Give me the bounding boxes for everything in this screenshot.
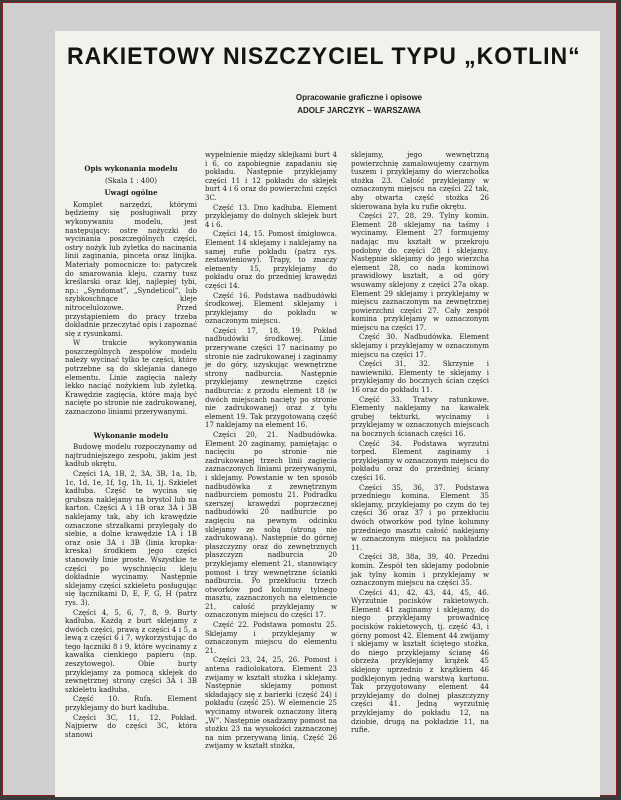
paragraph: Części 27, 28, 29. Tylny komin. Element 28 sklejamy na taśmy i wycinamy. Element 27 formujemy nadając mu kształt w przekroju podobny do części 28 i sklejamy. Następnie sklejamy do jego wierzcha element 28, co nada kominowi prawidłowy kształt, a od góry wsuwamy sklejony z części 27a okap. Element 29 sklejamy i przyklejamy w miejscu zaznaczonym na zewnętrznej powierzchni części 27. Cały zespół komina przyklejamy w oznaczonym miejscu na części 17. xyxy=(351,212,489,332)
paragraph: Części 38, 38a, 39, 40. Przedni komin. Zespół ten sklejamy podobnie jak tylny komin i przyklejamy w oznaczonym miejscu na części 35. xyxy=(351,553,489,588)
paragraph: Części 1A, 1B, 2, 3A, 3B, 1a, 1b, 1c, 1d, 1e, 1f, 1g, 1h, 1i, 1j. Szkielet kadłuba. Część te wycina się grubsza naklejamy na brystol lub na karton. Części A i 1B oraz 3A i 3B naklejamy tak, aby ich krawędzie oznaczone strzałkami przylegały do siebie, a dolne krawędzie 1A i 1B oraz osie 3A i 3B (linia kropka-kreska) środkiem jego części stanowiły linie proste. Wszystkie te części po wyschnięciu kleju dokładnie wycinamy. Następnie sklejamy części szkieletu posługując się łącznikami D, E, F, G, H (patrz rys. 3). xyxy=(65,470,197,607)
paragraph: Części 17, 18, 19. Pokład nadbudówki środkowej. Linie przerywane części 17 nacinamy po stronie nie zadrukowanej i zaginamy je do góry, uzyskując wewnętrzne strony nadburcia. Następnie przyklejamy zewnętrzne części nadburcia: z przodu element 18 (w dwóch miejscach nacięty po stronie nie zadrukowanej) oraz z tyłu element 19. Tak przygotowaną część 17 naklejamy na element 16. xyxy=(205,326,337,430)
paragraph: Części 35, 36, 37. Podstawa przedniego komina. Element 35 sklejamy, przyklejamy po czym do tej części 36 oraz 37 i po przekłuciu dwóch otworków pod tylne kolumny przedniego masztu całość naklejamy w oznaczonym miejscu na pokładzie 11. xyxy=(351,483,489,552)
paragraph: Części 31, 32. Skrzynie i nawiewniki. Elementy te sklejamy i przyklejamy do bocznych ścian części 16 oraz do pokładu 11. xyxy=(351,360,489,395)
paragraph: Komplet narzędzi, którymi będziemy się posługiwali przy wykonywaniu modelu, jest następujący: ostre nożyczki do wycinania poszczególnych części, ostry nożyk lub żyletka do nacinania linii zaginania, pinceta oraz linijka. Materiały pomocnicze to: patyczek do smarowania kleju, czarny tusz kreślarski oraz klej, najlepiej tybi, np.: „Syndomat”, „Syndeticol”, lub szybkoschnące kleje nitrocelulozowe. Przed przystąpieniem do pracy trzeba dokładnie przeczytać opis i zapoznać się z rysunkami. xyxy=(65,200,197,338)
paragraph: Części 20, 21. Nadbudówka. Element 20 zaginamy, pamiętając o nacięciu po stronie nie zadrukowanej trzech linii zagięcia zaznaczonych liniami przerywanymi, i sklejamy. Powstanie w ten sposób nadbudówka z zewnętrznym nadburciem pomostu 21. Podradku szerszej krawędzi poprzecznej nadbudówki 20 nadburcie po zagięciu na pewnym odcinku sklejamy ze sobą (stroną nie zadrukowaną). Następnie do górnej płaszczyzny oraz do zewnętrznych płaszczyzn nadburcia 20 przyklejamy element 21, stanowiący pomost i trzy wewnętrzne ścianki nadburcia. Po przekłuciu trzech otworków pod kolumny tylnego masztu, zaznaczonych na elemencie 21, całość przyklejamy w oznaczonym miejscu do części 17. xyxy=(205,431,337,620)
paragraph: Część 33. Tratwy ratunkowe. Elementy naklejamy na kawałek grubej tekturki, wycinamy i przyklejamy w oznaczonych miejscach na bocznych ścianach części 16. xyxy=(351,395,489,438)
paragraph: Części 4, 5, 6, 7, 8, 9. Burty kadłuba. Każdą z burt sklejamy z dwóch części, prawą z części 4 i 5, a lewą z części 6 i 7, wykorzystując do tego łączniki 8 i 9, które wycinamy z kawałka cienkiego papieru (np. zeszytowego). Obie burty przyklejamy za pomocą sklejek do zewnętrznej strony części 3A i 3B szkieletu kadłuba. xyxy=(65,608,197,694)
paragraph: wypełnienie między sklejkami burt 4 i 6, co zapobiegnie zapadaniu się pokładu. Następnie przyklejamy części 11 i 12 pokładu do sklejek burt 4 i 6 oraz do powierzchni części 3C. xyxy=(205,151,337,202)
paragraph: Części 14, 15. Pomost śmigłowca. Element 14 sklejamy i naklejamy na samej rufie pokładu (patrz rys. zestawieniowy). Trapy, to znaczy elementy 15, przyklejamy do pokładu oraz do przedniej krawędzi części 14. xyxy=(205,230,337,290)
paragraph: Część 10. Rufa. Element przyklejamy do burt kadłuba. xyxy=(65,695,197,713)
text-column-3 xyxy=(351,151,489,736)
section-heading: Opis wykonania modelu xyxy=(84,164,178,173)
paragraph: sklejamy, jego wewnętrzną powierzchnię zamalowujemy czarnym tuszem i przyklejamy do wierzchołka stożka 23. Całość przyklejamy w oznaczonym miejscu na części 22 tak, aby otwarta część stożka 26 skierowana była ku rufie okrętu. xyxy=(351,151,489,211)
section-heading: Uwagi ogólne xyxy=(104,188,158,198)
paragraph: Część 13. Dno kadłuba. Element przyklejamy do dolnych sklejek burt 4 i 6. xyxy=(205,203,337,229)
section-heading: Wykonanie modelu xyxy=(93,430,169,440)
article-title: RAKIETOWY NISZCZYCIEL TYPU „KOTLIN“ xyxy=(67,43,581,70)
credit-line: Opracowanie graficzne i opisowe xyxy=(295,93,423,102)
paragraph: W trakcie wykonywania poszczególnych zespołów modelu należy wycinać tylko te części, które potrzebne są do sklejania danego elementu. Linie zagięcia należy lekko naciąć nożykiem lub żyletką. Krawędzie zagięcia, które mają być nacięte po stronie nie zadrukowanej, zaznaczono liniami przerywanymi. xyxy=(65,339,197,417)
magazine-page xyxy=(55,31,600,797)
paragraph: Część 30. Nadbudówka. Element sklejamy i przyklejamy w oznaczonym miejscu na części 17. xyxy=(351,333,489,359)
page-frame xyxy=(2,2,617,796)
scale-note: (Skala 1 : 400) xyxy=(105,176,157,185)
paragraph: Część 22. Podstawa pomostu 25. Sklejamy i przyklejamy w oznaczonym miejscu do elementu 21. xyxy=(205,621,337,655)
paragraph: Części 3C, 11, 12. Pokład. Najpierw do części 3C, która stanowi xyxy=(65,713,197,739)
text-column-1 xyxy=(65,161,197,740)
paragraph: Budowę modelu rozpoczynamy od najtrudniejszego zespołu, jakim jest kadłub okrętu. xyxy=(65,443,197,469)
paragraph: Części 41, 42, 43, 44, 45, 46. Wyrzutnie pocisków rakietowych. Element 41 zaginamy i sklejamy, do niego przyklejamy prowadnicę pocisków rakietowych, tj. część 43, i górny pomost 42. Element 44 zwijamy i sklejamy w kształt ściętego stożka, do niego przyklejamy ścianę 46 obrzeża przyklejamy krążek 45 sklejony uprzednio z krążkiem 46 podklejonym jedną warstwą kartonu. Tak przygotowany element 44 przyklejamy do dolnej płaszczyzny części 41. Jedną wyrzutnię przyklejamy do pokładu 12, na dziobie, drugą na pokładzie 11, na rufie. xyxy=(351,588,489,735)
author-line: ADOLF JARCZYK – WARSZAWA xyxy=(297,106,421,115)
text-column-2 xyxy=(205,151,337,752)
paragraph: Części 23, 24, 25, 26. Pomost i antena radiolokatora. Element 23 zwijamy w kształt stożka i sklejamy. Następnie sklejamy pomost składający się z barierki (część 24) i pokładu (część 25). W elemencie 25 wycinamy otworek oznaczony literą „W”. Następnie osadzamy pomost na stożku 23 na wysokości zaznaczonej na nim przerywaną linią. Część 26 zwijamy w kształt stożka, xyxy=(205,656,337,751)
paragraph: Część 16. Podstawa nadbudówki środkowej. Element sklejamy i przyklejamy do pokładu w oznaczonym miejscu. xyxy=(205,291,337,326)
paragraph: Część 34. Podstawa wyrzutni torped. Element zaginamy i przyklejamy w oznaczonym miejscu do pokładu oraz do przedniej ściany części 16. xyxy=(351,439,489,482)
